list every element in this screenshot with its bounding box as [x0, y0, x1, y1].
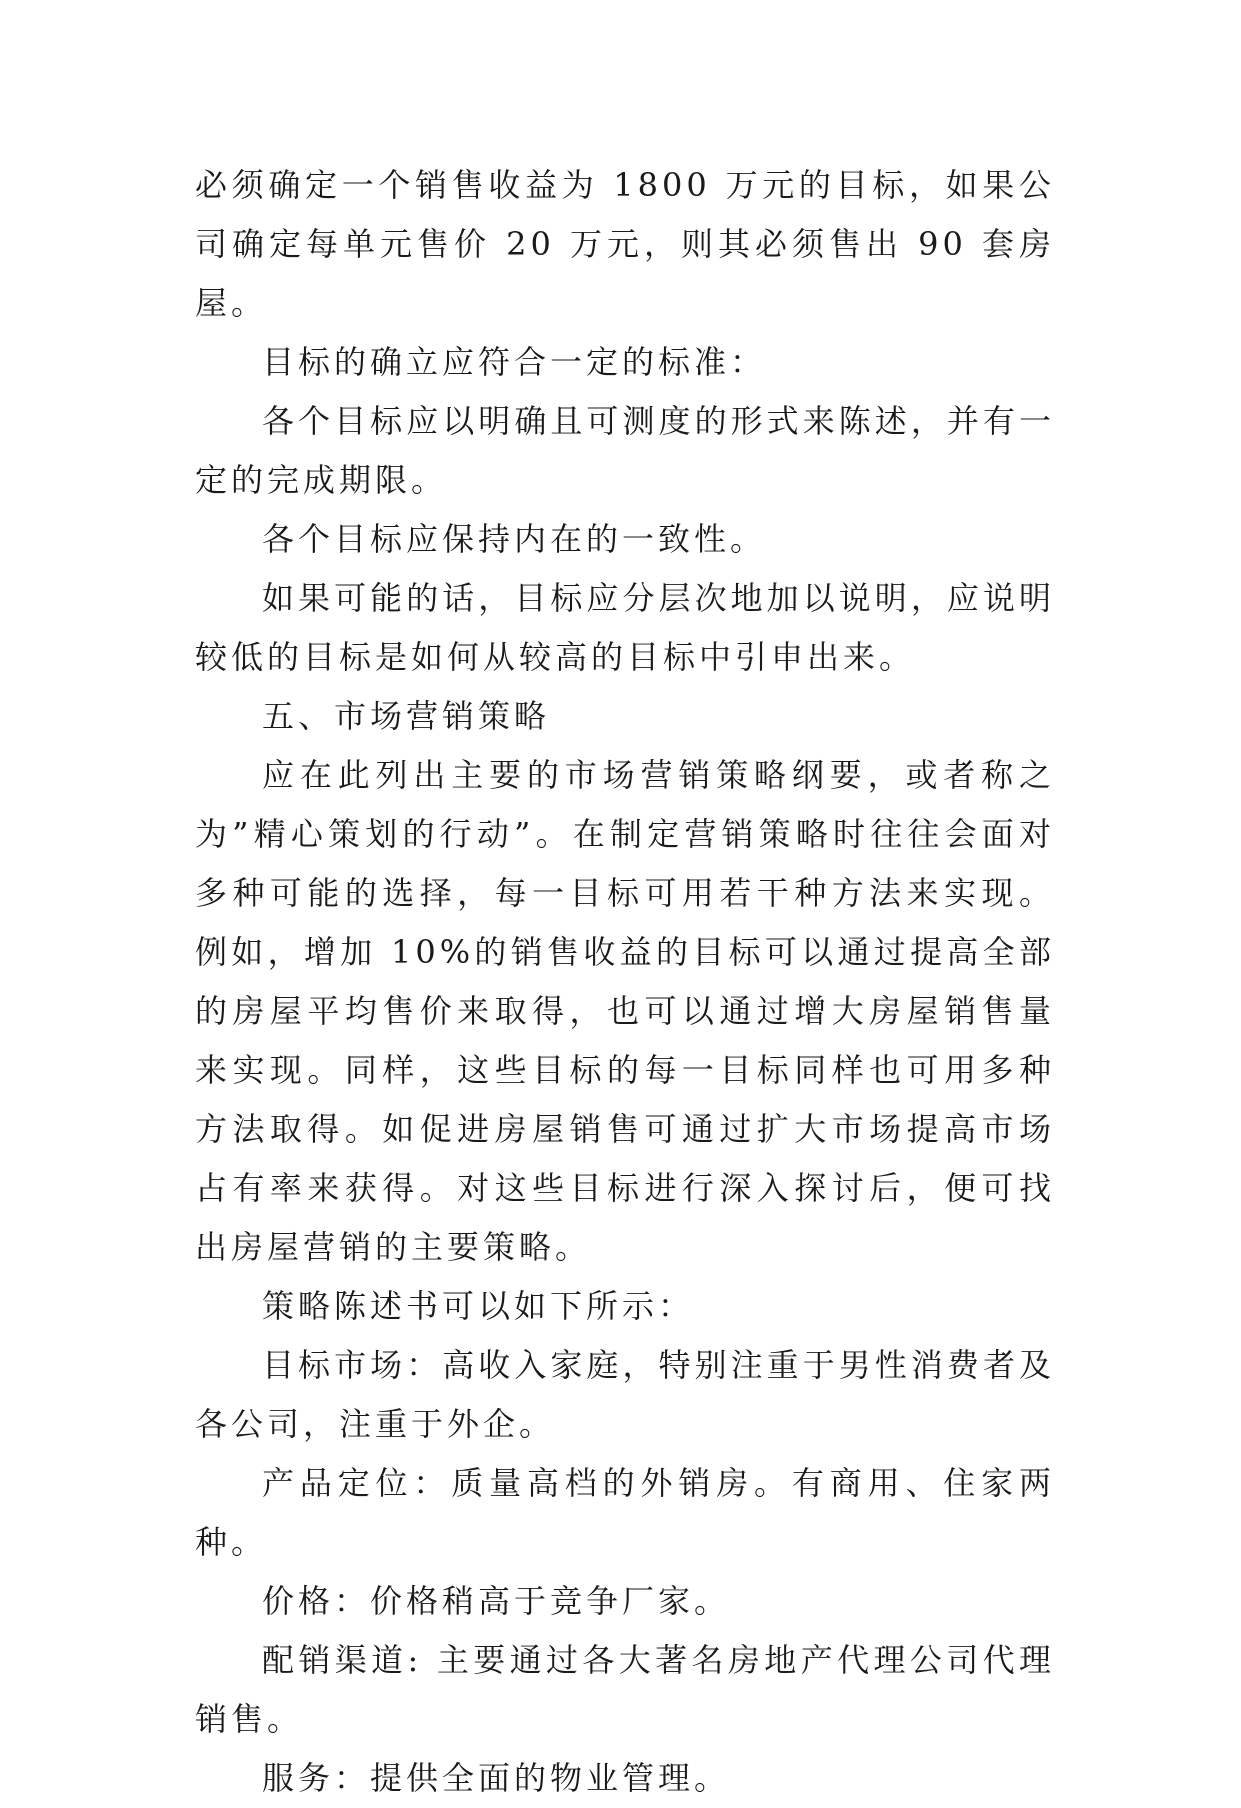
- paragraph-target-standards-intro: 目标的确立应符合一定的标准：: [262, 343, 767, 381]
- paragraph-distribution-channel: 配销渠道: 主要通过各大著名房地产代理公司代理销售。: [195, 1641, 1055, 1738]
- paragraph-strategy-outline: 应在此列出主要的市场营销策略纲要，或者称之为”精心策划的行动”。在制定营销策略时往往会面对多种可能的选择，每一目标可用若干种方法来实现。例如，增加 10%的销售收益的目标可以通过提高全部的房屋平均售价来取得，也可以通过增大房屋销售量来实现。同样，这些目标的每一目标同样也可用多种方法取得。如促进房屋销售可通过扩大市场提高市场占有率来获得。对这些目标进行深入探讨后，便可找出房屋营销的主要策略。: [195, 756, 1055, 1266]
- paragraph-standard-measurable: 各个目标应以明确且可测度的形式来陈述，并有一定的完成期限。: [195, 402, 1055, 499]
- paragraph-target-market: 目标市场：高收入家庭，特别注重于男性消费者及各公司，注重于外企。: [195, 1346, 1055, 1443]
- paragraph-strategy-statement-intro: 策略陈述书可以如下所示：: [262, 1287, 695, 1325]
- paragraph-price: 价格：价格稍高于竞争厂家。: [262, 1582, 731, 1620]
- paragraph-sales-target: 必须确定一个销售收益为 1800 万元的目标，如果公司确定每单元售价 20 万元，则其必须售出 90 套房屋。: [195, 166, 1055, 322]
- paragraph-standard-consistency: 各个目标应保持内在的一致性。: [262, 520, 767, 558]
- section-heading-marketing-strategy: 五、市场营销策略: [262, 697, 551, 735]
- paragraph-product-positioning: 产品定位：质量高档的外销房。有商用、住家两种。: [195, 1464, 1055, 1561]
- document-body: [195, 156, 1055, 1808]
- paragraph-standard-hierarchy: 如果可能的话，目标应分层次地加以说明，应说明较低的目标是如何从较高的目标中引申出来。: [195, 579, 1055, 676]
- paragraph-service: 服务：提供全面的物业管理。: [262, 1759, 731, 1797]
